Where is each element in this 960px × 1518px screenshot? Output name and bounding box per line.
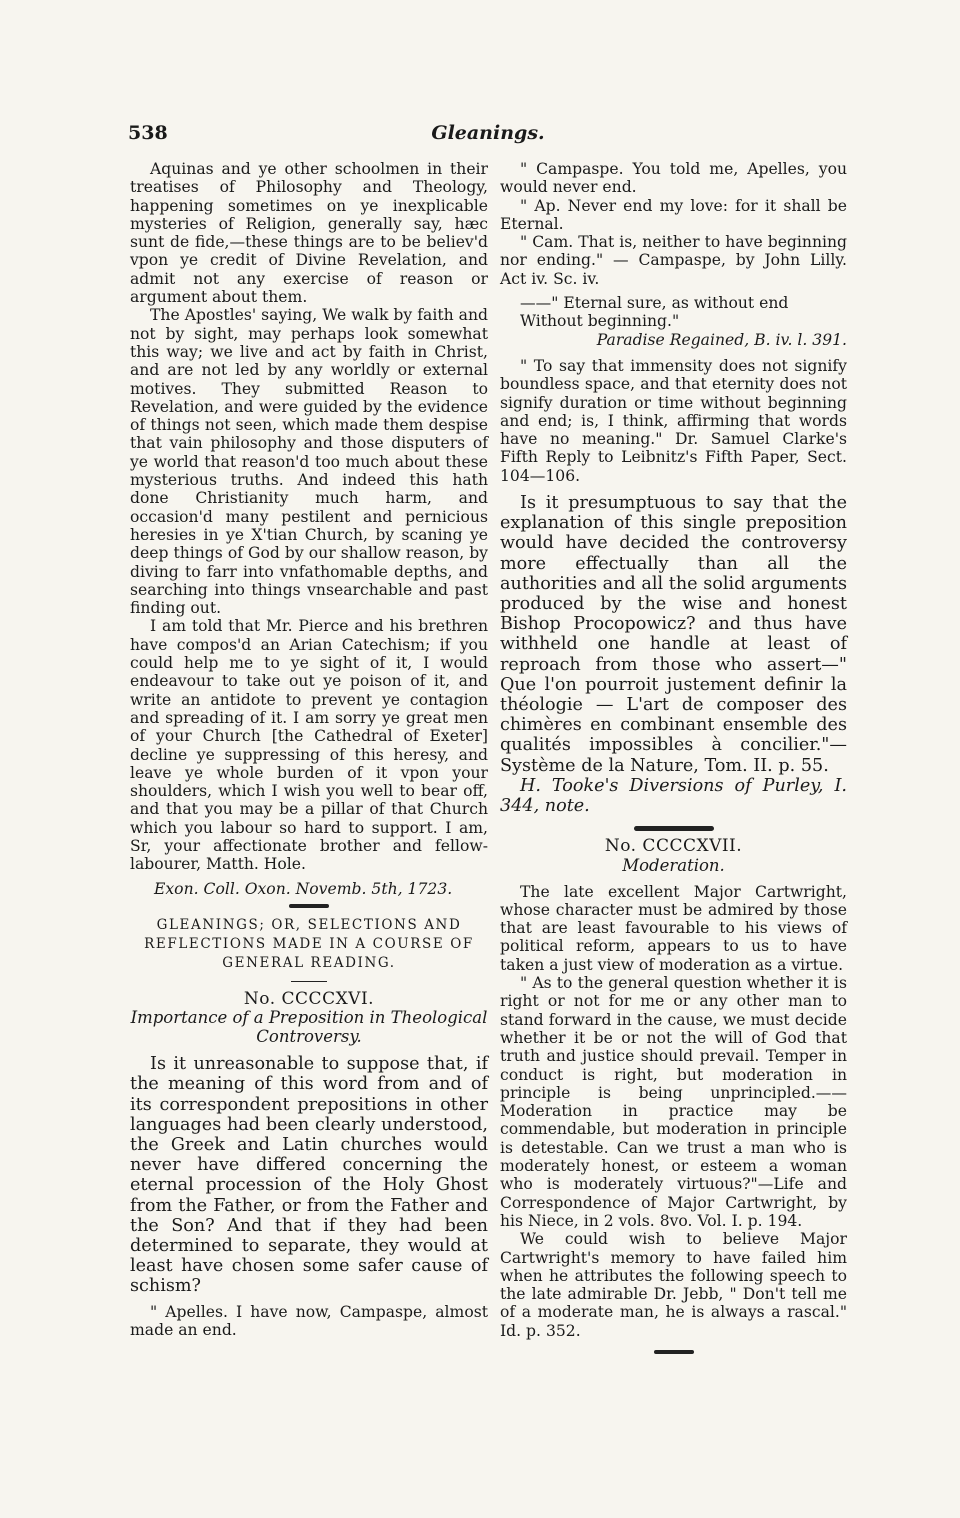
paragraph: We could wish to believe Major Cartwright's memory to have failed him when he attributes the following speech to the late admirable Dr. Jebb, " Don't tell me of a moderate man, he is always a rascal." Id. p. 352. <box>500 1230 847 1340</box>
paragraph: Is it unreasonable to suppose that, if the meaning of this word from and of its correspondent prepositions in other languages had been clearly understood, the Greek and Latin churches would never have differed concerning the eternal procession of the Holy Ghost from the Father, or from the Father and the Son? And that if they had been determined to separate, they would at least have chosen some safer cause of schism? <box>130 1054 488 1297</box>
paragraph: Is it presumptuous to say that the explanation of this single preposition would have decided the controversy more effectually than all the authorities and all the solid arguments produced by the wise and honest Bishop Procopowicz? and thus have withheld one handle at least of reproach from those who assert—" Que l'on pourroit justement definir la théologie — L'art de composer des chimères en combinant ensemble des qualités impossibles à concilier."—Système de la Nature, Tom. II. p. 55. <box>500 493 847 776</box>
citation: Paradise Regained, B. iv. l. 391. <box>596 330 847 349</box>
paragraph: Aquinas and ye other schoolmen in their treatises of Philosophy and Theology, happening sometimes on ye inexplicable mysteries of Religion, generally say, hæc sunt de fide,—these things are to be believ'd vpon ye credit of Divine Revelation, and admit not any exercise of reason or argument about them. <box>130 160 488 307</box>
verse-line: Without beginning." <box>520 312 680 331</box>
section-divider <box>289 904 329 908</box>
quotation: " Apelles. I have now, Campaspe, almost made an end. <box>130 1302 488 1339</box>
entry-title: Importance of a Preposition in Theological Controversy. <box>130 1008 488 1047</box>
verse-line: ——" Eternal sure, as without end <box>520 294 789 313</box>
section-heading: GLEANINGS; OR, SELECTIONS AND REFLECTIONS MADE IN A COURSE OF GENERAL READING. <box>144 916 474 971</box>
running-title: Gleanings. <box>431 122 545 144</box>
section-divider <box>634 826 714 831</box>
end-divider <box>654 1350 694 1354</box>
page-header <box>128 122 848 146</box>
quotation: " As to the general question whether it is right or not for me or any other man to stand forward in the cause, we must decide whether it be or not the will of God that truth and justice should prevail. Temper in conduct is right, but moderation in principle is being unprincipled.——Moderation in practice may be commendable, but moderation in principle is detestable. Can we trust a man who is moderately honest, or esteem a woman who is moderately virtuous?"—Life and Correspondence of Major Cartwright, by his Niece, in 2 vols. 8vo. Vol. I. p. 194. <box>500 974 847 1230</box>
page-number: 538 <box>128 122 168 144</box>
left-column <box>130 160 488 1339</box>
quotation: " Ap. Never end my love: for it shall be Eternal. <box>500 196 847 233</box>
paragraph: The Apostles' saying, We walk by faith and not by sight, may perhaps look somewhat this way; we live and act by faith in Christ, and are not led by any worldly or external motives. They submitted Reason to Revelation, and were guided by the evidence of things not seen, which made them despise that vain philosophy and those disputers of ye world that reason'd too much about these mysterious truths. And indeed this hath done Christianity much harm, and occasion'd many pestilent and pernicious heresies in ye X'tian Church, by scaning ye deep things of God by our shallow reason, by diving to farr into vnfathomable depths, and searching into things vnsearchable and past finding out. <box>130 306 488 618</box>
paragraph: The late excellent Major Cartwright, whose character must be admired by those that are least favourable to his views of political reform, appears to us to have taken a just view of moderation as a virtue. <box>500 882 847 974</box>
paragraph: I am told that Mr. Pierce and his brethren have compos'd an Arian Catechism; if you could help me to ye sight of it, I would endeavour to take out ye poison of it, and write an antidote to prevent ye contagion and spreading of it. I am sorry ye great men of your Church [the Cathedral of Exeter] decline ye suppressing of this heresy, and leave ye whole burden of it vpon your shoulders, which I wish you well to bear off, and that you may be a pillar of that Church which you labour so hard to support. I am, Sr, your affectionate brother and fellow-labourer, Matth. Hole. <box>130 617 488 874</box>
thin-divider <box>291 981 327 982</box>
entry-number: No. CCCCXVII. <box>604 836 743 857</box>
right-column <box>500 160 847 1360</box>
entry-number: No. CCCCXVI. <box>243 988 375 1009</box>
entry-title: Moderation. <box>622 855 725 875</box>
quotation: " Campaspe. You told me, Apelles, you would never end. <box>500 160 847 197</box>
quotation: " Cam. That is, neither to have beginning nor ending." — Campaspe, by John Lilly. Act iv. Sc. iv. <box>500 233 847 288</box>
quotation: " To say that immensity does not signify boundless space, and that eternity does not signify duration or time without beginning and end; is, I think, affirming that words have no meaning." Dr. Samuel Clarke's Fifth Reply to Leibnitz's Fifth Paper, Sect. 104—106. <box>500 356 847 485</box>
letter-signoff: Exon. Coll. Oxon. Novemb. 5th, 1723. <box>154 879 453 898</box>
citation: H. Tooke's Diversions of Purley, I. 344, note. <box>500 775 847 817</box>
